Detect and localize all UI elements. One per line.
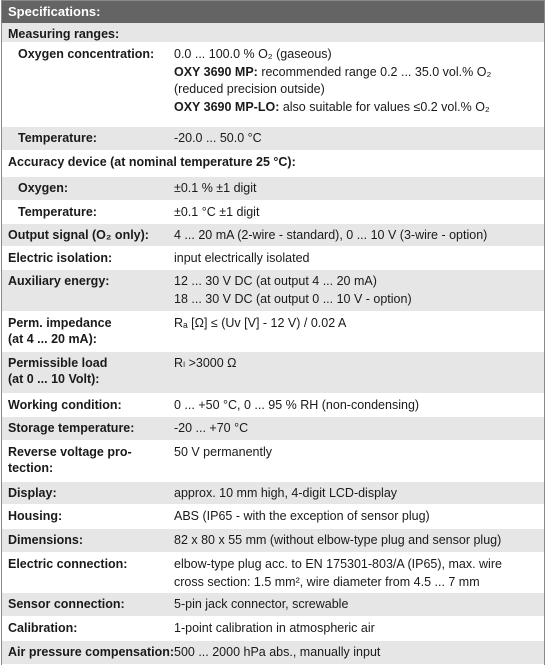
spec-value: -20 ... +70 °C <box>174 421 249 435</box>
spec-row-accuracy-device-at-nominal-temperature-25-c <box>2 151 544 177</box>
spec-label: Auxiliary energy: <box>8 274 110 288</box>
spec-value: 0.0 ... 100.0 % O₂ (gaseous) OXY 3690 MP: recommended range 0.2 ... 35.0 vol.% O₂ (reduced precision outside) OXY 3690 MP-LO: also suitable for values ≤0.2 vol.% O₂ <box>174 47 492 114</box>
spec-value: 12 ... 30 V DC (at output 4 ... 20 mA) 18 ... 30 V DC (at output 0 ... 10 V - option) <box>174 274 412 306</box>
spec-value: 500 ... 2000 hPa abs., manually input <box>174 645 381 659</box>
spec-label: Storage temperature: <box>8 421 135 435</box>
specifications-table <box>1 0 545 665</box>
spec-row-storage-temperature <box>2 417 544 441</box>
spec-label: Housing: <box>8 509 63 523</box>
spec-row-calibration <box>2 617 544 641</box>
spec-row-electric-connection <box>2 553 544 593</box>
spec-value: 0 ... +50 °C, 0 ... 95 % RH (non-condensing) <box>174 398 420 412</box>
spec-label: Temperature: <box>18 205 97 219</box>
spec-row-housing <box>2 505 544 529</box>
spec-label: Oxygen concentration: <box>18 47 155 61</box>
spec-label: Electric isolation: <box>8 251 113 265</box>
spec-row-permissible-load <box>2 352 544 394</box>
spec-value: -20.0 ... 50.0 °C <box>174 131 262 145</box>
specifications-header: Specifications: <box>2 1 544 23</box>
spec-row-temperature <box>2 127 544 151</box>
spec-label: Sensor connection: <box>8 597 125 611</box>
spec-label: Accuracy device (at nominal temperature 25 °C): <box>8 155 296 169</box>
spec-value: approx. 10 mm high, 4-digit LCD-display <box>174 486 398 500</box>
spec-value: Rₗ >3000 Ω <box>174 356 237 370</box>
spec-value: ±0.1 °C ±1 digit <box>174 205 260 219</box>
spec-row-display <box>2 482 544 505</box>
spec-label: Output signal (O₂ only): <box>8 228 149 242</box>
spec-value: 5-pin jack connector, screwable <box>174 597 349 611</box>
spec-label: Air pressure compensation: <box>8 645 175 659</box>
spec-value: Rₐ [Ω] ≤ (Uv [V] - 12 V) / 0.02 A <box>174 316 347 330</box>
spec-row-measuring-ranges <box>2 23 544 43</box>
model-name: OXY 3690 MP: <box>174 64 258 79</box>
spec-value: 50 V permanently <box>174 445 272 459</box>
spec-label: Calibration: <box>8 621 78 635</box>
spec-row-electric-isolation <box>2 247 544 270</box>
spec-row-sensor-connection <box>2 593 544 617</box>
spec-label: Dimensions: <box>8 533 84 547</box>
spec-value: input electrically isolated <box>174 251 310 265</box>
spec-label: Oxygen: <box>18 181 69 195</box>
spec-value: 4 ... 20 mA (2-wire - standard), 0 ... 10 V (3-wire - option) <box>174 228 488 242</box>
spec-label: Measuring ranges: <box>8 27 120 41</box>
model-name: OXY 3690 MP-LO: <box>174 99 280 114</box>
spec-row-dimensions <box>2 529 544 553</box>
spec-row-air-pressure-compensation <box>2 641 544 665</box>
spec-value: 1-point calibration in atmospheric air <box>174 621 375 635</box>
spec-value: elbow-type plug acc. to EN 175301-803/A (IP65), max. wire cross section: 1.5 mm², wire diameter from 4.5 ... 7 mm <box>174 557 502 589</box>
spec-label: Permissible load (at 0 ... 10 Volt): <box>8 356 108 386</box>
spec-label: Display: <box>8 486 57 500</box>
spec-label: Temperature: <box>18 131 97 145</box>
spec-value: ±0.1 % ±1 digit <box>174 181 257 195</box>
spec-label: Electric connection: <box>8 557 128 571</box>
spec-row-auxiliary-energy <box>2 270 544 312</box>
spec-row-temperature <box>2 201 544 224</box>
spec-row-output-signal-o-only <box>2 224 544 247</box>
spec-row-perm-impedance <box>2 312 544 352</box>
spec-row-working-condition <box>2 394 544 417</box>
spec-value: ABS (IP65 - with the exception of sensor plug) <box>174 509 430 523</box>
spec-value: 82 x 80 x 55 mm (without elbow-type plug and sensor plug) <box>174 533 502 547</box>
spec-label: Working condition: <box>8 398 122 412</box>
spec-row-oxygen <box>2 177 544 201</box>
spec-label: Perm. impedance (at 4 ... 20 mA): <box>8 316 112 346</box>
spec-label: Reverse voltage pro- tection: <box>8 445 132 475</box>
spec-row-oxygen-concentration <box>2 43 544 127</box>
spec-row-reverse-voltage-pro <box>2 441 544 482</box>
